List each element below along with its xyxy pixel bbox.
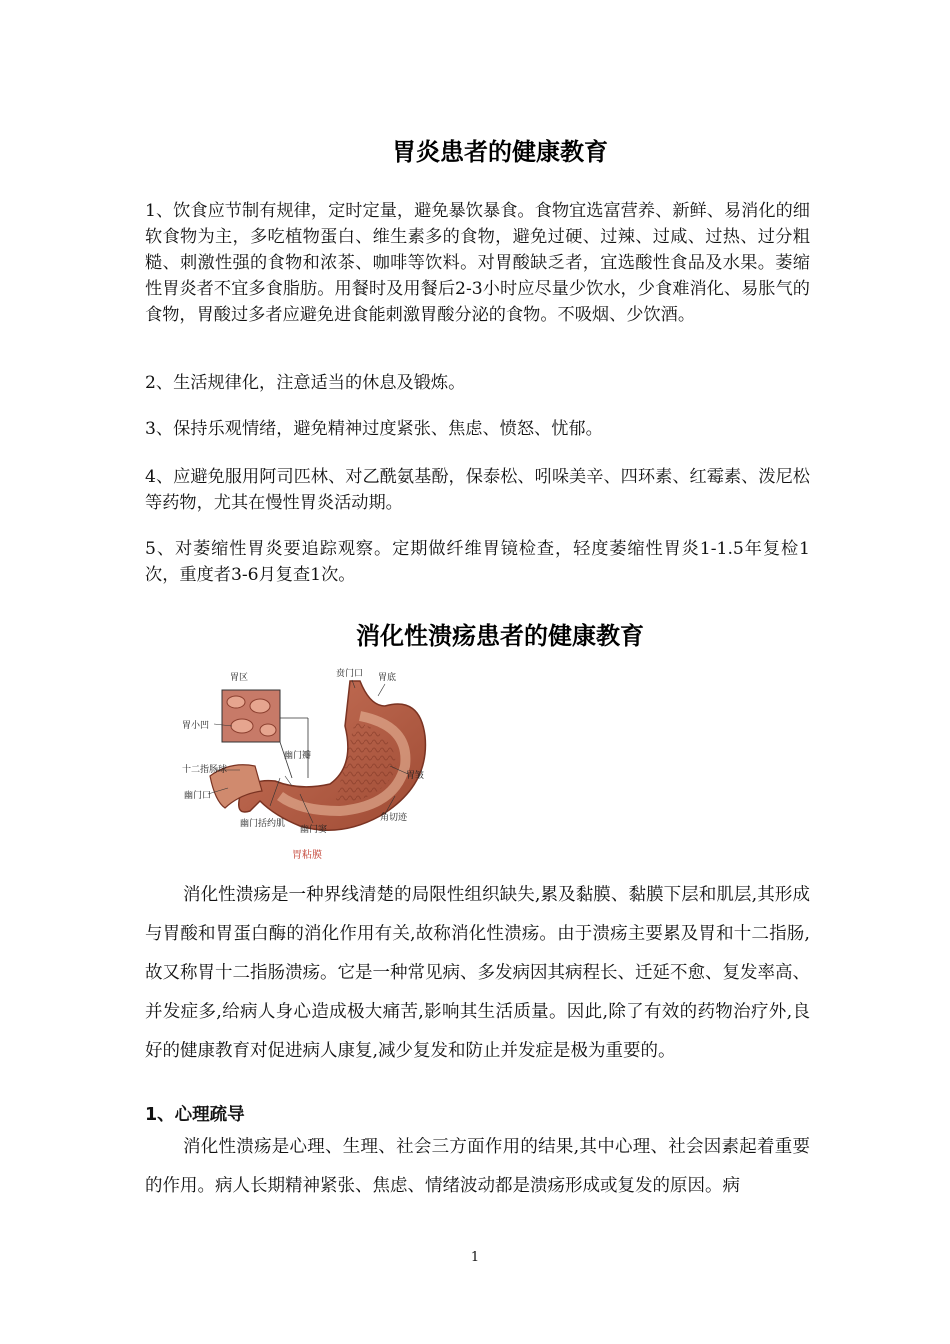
section2-subheading: 1、心理疏导	[145, 1105, 245, 1125]
label-weixiaoao: 胃小凹	[182, 721, 210, 731]
label-youmenkou: 幽门口	[184, 791, 212, 801]
section1-item-4: 4、应避免服用阿司匹林、对乙酰氨基酚，保泰松、吲哚美辛、四环素、红霉素、泼尼松等药物，尤其在慢性胃炎活动期。	[145, 467, 810, 513]
label-weiqu: 胃区	[230, 673, 249, 683]
section2-para1: 消化性溃疡是心理、生理、社会三方面作用的结果,其中心理、社会因素起着重要的作用。病人长期精神紧张、焦虑、情绪波动都是溃疡形成或复发的原因。病	[145, 1137, 810, 1196]
label-shierzhichangqiu: 十二指肠球	[182, 765, 228, 775]
label-jiaoqieji: 角切迹	[380, 813, 408, 823]
figure-caption: 胃粘膜	[292, 850, 322, 861]
section1-item-3: 3、保持乐观情绪，避免精神过度紧张、焦虑、愤怒、忧郁。	[145, 419, 603, 439]
label-weidi: 胃底	[378, 673, 397, 683]
section1-item-5: 5、对萎缩性胃炎要追踪观察。定期做纤维胃镜检查，轻度萎缩性胃炎1-1.5年复检1次，重度者3-6月复查1次。	[145, 539, 810, 585]
label-youmenkuoyueji: 幽门括约肌	[240, 819, 286, 829]
section2-title: 消化性溃疡患者的健康教育	[356, 622, 644, 650]
section1-title: 胃炎患者的健康教育	[392, 138, 608, 166]
label-youmendou: 幽门窦	[300, 825, 328, 835]
section2-intro: 消化性溃疡是一种界线清楚的局限性组织缺失,累及黏膜、黏膜下层和肌层,其形成与胃酸和胃蛋白酶的消化作用有关,故称消化性溃疡。由于溃疡主要累及胃和十二指肠,故又称胃十二指肠溃疡。它是一种常见病、多发病因其病程长、迁延不愈、复发率高、并发症多,给病人身心造成极大痛苦,影响其生活质量。因此,除了有效的药物治疗外,良好的健康教育对促进病人康复,减少复发和防止并发症是极为重要的。	[145, 885, 810, 1061]
page-number: 1	[470, 1250, 480, 1265]
section1-item-2: 2、生活规律化，注意适当的休息及锻炼。	[145, 373, 466, 393]
label-youmenban: 幽门瓣	[284, 751, 312, 761]
label-weizhou: 胃皱	[406, 771, 425, 781]
section1-item-1: 1、饮食应节制有规律，定时定量，避免暴饮暴食。食物宜选富营养、新鲜、易消化的细软食物为主，多吃植物蛋白、维生素多的食物，避免过硬、过辣、过咸、过热、过分粗糙、刺激性强的食物和浓茶、咖啡等饮料。对胃酸缺乏者，宜选酸性食品及水果。萎缩性胃炎者不宜多食脂肪。用餐时及用餐后2-3小时应尽量少饮水，少食难消化、易胀气的食物，胃酸过多者应避免进食能刺激胃酸分泌的食物。不吸烟、少饮酒。	[145, 201, 810, 325]
label-penmenkou: 贲门口	[336, 669, 364, 679]
stomach-diagram	[180, 666, 440, 866]
stomach-anatomy-figure	[180, 666, 440, 866]
